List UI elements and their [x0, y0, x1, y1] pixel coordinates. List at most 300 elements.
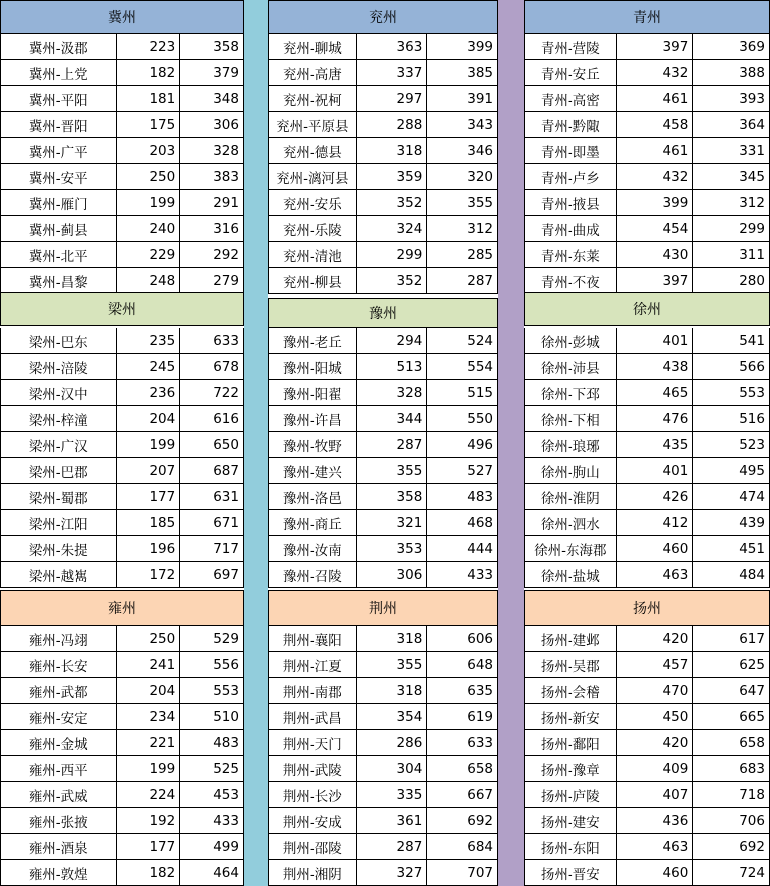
place-name-cell[interactable]: 兖州-祝柯: [269, 86, 357, 112]
place-name-cell[interactable]: 青州-高密: [525, 86, 617, 112]
value-a-cell[interactable]: 324: [357, 216, 428, 242]
value-b-cell[interactable]: 687: [180, 458, 244, 484]
table-row: [1, 756, 244, 782]
value-a-cell[interactable]: 432: [617, 60, 694, 86]
value-a-cell[interactable]: 234: [117, 704, 181, 730]
value-a-cell[interactable]: 397: [617, 34, 694, 60]
value-a-cell[interactable]: 432: [617, 164, 694, 190]
place-name-cell[interactable]: 青州-曲成: [525, 216, 617, 242]
table-row: [525, 328, 770, 354]
value-b-cell[interactable]: 718: [693, 782, 770, 808]
value-a-cell[interactable]: 450: [617, 704, 694, 730]
value-b-cell[interactable]: 722: [180, 380, 244, 406]
value-b-cell[interactable]: 355: [427, 190, 498, 216]
value-b-cell[interactable]: 433: [180, 808, 244, 834]
separator-teal: [244, 0, 268, 886]
value-a-cell[interactable]: 460: [617, 860, 694, 886]
value-a-cell[interactable]: 221: [117, 730, 181, 756]
value-b-cell[interactable]: 633: [427, 730, 498, 756]
value-b-cell[interactable]: 553: [180, 678, 244, 704]
value-a-cell[interactable]: 358: [357, 484, 428, 510]
value-b-cell[interactable]: 717: [180, 536, 244, 562]
place-name-cell[interactable]: 扬州-庐陵: [525, 782, 617, 808]
place-name-cell[interactable]: 青州-营陵: [525, 34, 617, 60]
place-name-cell[interactable]: 雍州-张掖: [1, 808, 117, 834]
value-a-cell[interactable]: 248: [117, 268, 181, 294]
place-name-cell[interactable]: 雍州-金城: [1, 730, 117, 756]
value-b-cell[interactable]: 393: [693, 86, 770, 112]
value-a-cell[interactable]: 359: [357, 164, 428, 190]
value-a-cell[interactable]: 412: [617, 510, 694, 536]
value-a-cell[interactable]: 192: [117, 808, 181, 834]
table-row: [525, 164, 770, 190]
place-name-cell[interactable]: 梁州-广汉: [1, 432, 117, 458]
value-a-cell[interactable]: 407: [617, 782, 694, 808]
value-b-cell[interactable]: 606: [427, 626, 498, 652]
value-b-cell[interactable]: 683: [693, 756, 770, 782]
place-name-cell[interactable]: 扬州-建邺: [525, 626, 617, 652]
place-name-cell[interactable]: 徐州-下相: [525, 406, 617, 432]
value-a-cell[interactable]: 457: [617, 652, 694, 678]
place-name-cell[interactable]: 豫州-牧野: [269, 432, 357, 458]
place-name-cell[interactable]: 雍州-冯翊: [1, 626, 117, 652]
value-a-cell[interactable]: 175: [117, 112, 181, 138]
value-a-cell[interactable]: 361: [357, 808, 428, 834]
place-name-cell[interactable]: 豫州-阳城: [269, 354, 357, 380]
place-name-cell[interactable]: 豫州-汝南: [269, 536, 357, 562]
value-a-cell[interactable]: 397: [617, 268, 694, 294]
value-a-cell[interactable]: 250: [117, 164, 181, 190]
place-name-cell[interactable]: 扬州-建安: [525, 808, 617, 834]
place-name-cell[interactable]: 梁州-汉中: [1, 380, 117, 406]
value-b-cell[interactable]: 346: [427, 138, 498, 164]
value-a-cell[interactable]: 460: [617, 536, 694, 562]
place-name-cell[interactable]: 冀州-广平: [1, 138, 117, 164]
value-a-cell[interactable]: 177: [117, 834, 181, 860]
value-b-cell[interactable]: 316: [180, 216, 244, 242]
table-row: [525, 406, 770, 432]
place-name-cell[interactable]: 冀州-安平: [1, 164, 117, 190]
value-b-cell[interactable]: 495: [693, 458, 770, 484]
value-b-cell[interactable]: 364: [693, 112, 770, 138]
value-a-cell[interactable]: 235: [117, 328, 181, 354]
value-b-cell[interactable]: 328: [180, 138, 244, 164]
value-a-cell[interactable]: 286: [357, 730, 428, 756]
value-a-cell[interactable]: 181: [117, 86, 181, 112]
place-name-cell[interactable]: 兖州-柳县: [269, 268, 357, 294]
place-name-cell[interactable]: 兖州-漓河县: [269, 164, 357, 190]
place-name-cell[interactable]: 豫州-召陵: [269, 562, 357, 588]
value-b-cell[interactable]: 474: [693, 484, 770, 510]
table-row: [269, 562, 498, 588]
place-name-cell[interactable]: 青州-卢乡: [525, 164, 617, 190]
place-name-cell[interactable]: 荆州-长沙: [269, 782, 357, 808]
place-name-cell[interactable]: 扬州-豫章: [525, 756, 617, 782]
value-b-cell[interactable]: 345: [693, 164, 770, 190]
value-b-cell[interactable]: 439: [693, 510, 770, 536]
value-b-cell[interactable]: 658: [427, 756, 498, 782]
value-a-cell[interactable]: 465: [617, 380, 694, 406]
place-name-cell[interactable]: 豫州-许昌: [269, 406, 357, 432]
place-name-cell[interactable]: 豫州-老丘: [269, 328, 357, 354]
value-b-cell[interactable]: 484: [693, 562, 770, 588]
value-b-cell[interactable]: 369: [693, 34, 770, 60]
value-b-cell[interactable]: 667: [427, 782, 498, 808]
value-a-cell[interactable]: 250: [117, 626, 181, 652]
table-row: [269, 138, 498, 164]
place-name-cell[interactable]: 梁州-梓潼: [1, 406, 117, 432]
value-b-cell[interactable]: 399: [427, 34, 498, 60]
place-name-cell[interactable]: 雍州-西平: [1, 756, 117, 782]
value-b-cell[interactable]: 706: [693, 808, 770, 834]
value-a-cell[interactable]: 304: [357, 756, 428, 782]
value-a-cell[interactable]: 245: [117, 354, 181, 380]
value-b-cell[interactable]: 665: [693, 704, 770, 730]
place-name-cell[interactable]: 荆州-邵陵: [269, 834, 357, 860]
value-a-cell[interactable]: 354: [357, 704, 428, 730]
value-a-cell[interactable]: 224: [117, 782, 181, 808]
value-b-cell[interactable]: 279: [180, 268, 244, 294]
region-header[interactable]: 梁州: [0, 292, 244, 326]
place-name-cell[interactable]: 荆州-武陵: [269, 756, 357, 782]
value-b-cell[interactable]: 510: [180, 704, 244, 730]
place-name-cell[interactable]: 兖州-乐陵: [269, 216, 357, 242]
value-b-cell[interactable]: 379: [180, 60, 244, 86]
value-b-cell[interactable]: 285: [427, 242, 498, 268]
value-a-cell[interactable]: 463: [617, 562, 694, 588]
table-row: [525, 704, 770, 730]
place-name-cell[interactable]: 雍州-安定: [1, 704, 117, 730]
value-a-cell[interactable]: 204: [117, 678, 181, 704]
value-a-cell[interactable]: 321: [357, 510, 428, 536]
value-b-cell[interactable]: 331: [693, 138, 770, 164]
value-b-cell[interactable]: 383: [180, 164, 244, 190]
place-name-cell[interactable]: 徐州-沛县: [525, 354, 617, 380]
value-b-cell[interactable]: 550: [427, 406, 498, 432]
value-a-cell[interactable]: 204: [117, 406, 181, 432]
value-a-cell[interactable]: 461: [617, 138, 694, 164]
value-a-cell[interactable]: 196: [117, 536, 181, 562]
value-a-cell[interactable]: 177: [117, 484, 181, 510]
place-name-cell[interactable]: 冀州-晋阳: [1, 112, 117, 138]
value-a-cell[interactable]: 199: [117, 190, 181, 216]
value-b-cell[interactable]: 541: [693, 328, 770, 354]
table-row: [1, 782, 244, 808]
place-name-cell[interactable]: 兖州-高唐: [269, 60, 357, 86]
place-name-cell[interactable]: 兖州-德县: [269, 138, 357, 164]
region-header[interactable]: 荆州: [268, 590, 498, 626]
place-name-cell[interactable]: 豫州-洛邑: [269, 484, 357, 510]
value-a-cell[interactable]: 337: [357, 60, 428, 86]
value-b-cell[interactable]: 692: [693, 834, 770, 860]
value-a-cell[interactable]: 513: [357, 354, 428, 380]
place-name-cell[interactable]: 兖州-平原县: [269, 112, 357, 138]
value-b-cell[interactable]: 358: [180, 34, 244, 60]
region-rows: [0, 34, 244, 294]
panel-2: [268, 0, 498, 886]
value-b-cell[interactable]: 464: [180, 860, 244, 886]
value-b-cell[interactable]: 391: [427, 86, 498, 112]
place-name-cell[interactable]: 扬州-会稽: [525, 678, 617, 704]
place-name-cell[interactable]: 徐州-泗水: [525, 510, 617, 536]
value-a-cell[interactable]: 199: [117, 432, 181, 458]
place-name-cell[interactable]: 徐州-淮阴: [525, 484, 617, 510]
place-name-cell[interactable]: 徐州-东海郡: [525, 536, 617, 562]
place-name-cell[interactable]: 青州-即墨: [525, 138, 617, 164]
value-a-cell[interactable]: 420: [617, 730, 694, 756]
place-name-cell[interactable]: 梁州-江阳: [1, 510, 117, 536]
place-name-cell[interactable]: 豫州-建兴: [269, 458, 357, 484]
value-a-cell[interactable]: 287: [357, 834, 428, 860]
value-a-cell[interactable]: 355: [357, 652, 428, 678]
value-a-cell[interactable]: 352: [357, 190, 428, 216]
place-name-cell[interactable]: 青州-掖县: [525, 190, 617, 216]
place-name-cell[interactable]: 荆州-襄阳: [269, 626, 357, 652]
value-b-cell[interactable]: 697: [180, 562, 244, 588]
value-a-cell[interactable]: 420: [617, 626, 694, 652]
value-a-cell[interactable]: 426: [617, 484, 694, 510]
place-name-cell[interactable]: 青州-东莱: [525, 242, 617, 268]
place-name-cell[interactable]: 徐州-彭城: [525, 328, 617, 354]
place-name-cell[interactable]: 梁州-巴东: [1, 328, 117, 354]
place-name-cell[interactable]: 豫州-商丘: [269, 510, 357, 536]
value-b-cell[interactable]: 499: [180, 834, 244, 860]
value-b-cell[interactable]: 647: [693, 678, 770, 704]
value-b-cell[interactable]: 619: [427, 704, 498, 730]
place-name-cell[interactable]: 荆州-湘阴: [269, 860, 357, 886]
table-row: [269, 756, 498, 782]
value-a-cell[interactable]: 182: [117, 60, 181, 86]
value-b-cell[interactable]: 468: [427, 510, 498, 536]
place-name-cell[interactable]: 雍州-酒泉: [1, 834, 117, 860]
value-b-cell[interactable]: 433: [427, 562, 498, 588]
value-a-cell[interactable]: 288: [357, 112, 428, 138]
region-header[interactable]: 兖州: [268, 0, 498, 34]
place-name-cell[interactable]: 荆州-安成: [269, 808, 357, 834]
value-a-cell[interactable]: 294: [357, 328, 428, 354]
place-name-cell[interactable]: 梁州-巴郡: [1, 458, 117, 484]
value-a-cell[interactable]: 306: [357, 562, 428, 588]
value-b-cell[interactable]: 343: [427, 112, 498, 138]
value-a-cell[interactable]: 430: [617, 242, 694, 268]
value-b-cell[interactable]: 451: [693, 536, 770, 562]
value-b-cell[interactable]: 312: [427, 216, 498, 242]
value-a-cell[interactable]: 436: [617, 808, 694, 834]
value-b-cell[interactable]: 453: [180, 782, 244, 808]
place-name-cell[interactable]: 徐州-朐山: [525, 458, 617, 484]
value-a-cell[interactable]: 409: [617, 756, 694, 782]
value-b-cell[interactable]: 515: [427, 380, 498, 406]
value-b-cell[interactable]: 483: [427, 484, 498, 510]
value-a-cell[interactable]: 299: [357, 242, 428, 268]
value-a-cell[interactable]: 203: [117, 138, 181, 164]
region-header[interactable]: 豫州: [268, 298, 498, 328]
place-name-cell[interactable]: 雍州-敦煌: [1, 860, 117, 886]
value-a-cell[interactable]: 454: [617, 216, 694, 242]
place-name-cell[interactable]: 扬州-东阳: [525, 834, 617, 860]
place-name-cell[interactable]: 扬州-晋安: [525, 860, 617, 886]
region-header[interactable]: 扬州: [524, 590, 770, 626]
place-name-cell[interactable]: 徐州-下邳: [525, 380, 617, 406]
value-b-cell[interactable]: 692: [427, 808, 498, 834]
value-a-cell[interactable]: 223: [117, 34, 181, 60]
value-b-cell[interactable]: 312: [693, 190, 770, 216]
value-b-cell[interactable]: 311: [693, 242, 770, 268]
table-row: [1, 730, 244, 756]
value-b-cell[interactable]: 556: [180, 652, 244, 678]
value-a-cell[interactable]: 335: [357, 782, 428, 808]
place-name-cell[interactable]: 徐州-琅琊: [525, 432, 617, 458]
value-a-cell[interactable]: 229: [117, 242, 181, 268]
value-b-cell[interactable]: 385: [427, 60, 498, 86]
value-a-cell[interactable]: 207: [117, 458, 181, 484]
place-name-cell[interactable]: 梁州-涪陵: [1, 354, 117, 380]
value-b-cell[interactable]: 444: [427, 536, 498, 562]
value-b-cell[interactable]: 631: [180, 484, 244, 510]
place-name-cell[interactable]: 青州-安丘: [525, 60, 617, 86]
place-name-cell[interactable]: 雍州-长安: [1, 652, 117, 678]
value-b-cell[interactable]: 527: [427, 458, 498, 484]
region-header[interactable]: 冀州: [0, 0, 244, 34]
table-row: [1, 328, 244, 354]
place-name-cell[interactable]: 冀州-雁门: [1, 190, 117, 216]
place-name-cell[interactable]: 兖州-清池: [269, 242, 357, 268]
place-name-cell[interactable]: 扬州-鄱阳: [525, 730, 617, 756]
value-b-cell[interactable]: 617: [693, 626, 770, 652]
table-row: [269, 34, 498, 60]
value-a-cell[interactable]: 327: [357, 860, 428, 886]
value-b-cell[interactable]: 524: [427, 328, 498, 354]
value-a-cell[interactable]: 182: [117, 860, 181, 886]
value-a-cell[interactable]: 353: [357, 536, 428, 562]
value-b-cell[interactable]: 525: [180, 756, 244, 782]
value-a-cell[interactable]: 363: [357, 34, 428, 60]
value-b-cell[interactable]: 650: [180, 432, 244, 458]
value-a-cell[interactable]: 344: [357, 406, 428, 432]
region-header[interactable]: 徐州: [524, 292, 770, 326]
place-name-cell[interactable]: 扬州-吴郡: [525, 652, 617, 678]
value-a-cell[interactable]: 458: [617, 112, 694, 138]
value-b-cell[interactable]: 684: [427, 834, 498, 860]
value-b-cell[interactable]: 635: [427, 678, 498, 704]
value-b-cell[interactable]: 554: [427, 354, 498, 380]
value-b-cell[interactable]: 724: [693, 860, 770, 886]
value-b-cell[interactable]: 496: [427, 432, 498, 458]
value-b-cell[interactable]: 658: [693, 730, 770, 756]
value-b-cell[interactable]: 678: [180, 354, 244, 380]
place-name-cell[interactable]: 冀州-蓟县: [1, 216, 117, 242]
region-rows: [0, 626, 244, 886]
value-a-cell[interactable]: 355: [357, 458, 428, 484]
value-b-cell[interactable]: 516: [693, 406, 770, 432]
value-b-cell[interactable]: 348: [180, 86, 244, 112]
place-name-cell[interactable]: 梁州-越嶲: [1, 562, 117, 588]
value-b-cell[interactable]: 483: [180, 730, 244, 756]
place-name-cell[interactable]: 冀州-汲郡: [1, 34, 117, 60]
value-b-cell[interactable]: 553: [693, 380, 770, 406]
place-name-cell[interactable]: 荆州-武昌: [269, 704, 357, 730]
value-b-cell[interactable]: 616: [180, 406, 244, 432]
place-name-cell[interactable]: 冀州-昌黎: [1, 268, 117, 294]
value-a-cell[interactable]: 461: [617, 86, 694, 112]
value-a-cell[interactable]: 241: [117, 652, 181, 678]
value-a-cell[interactable]: 318: [357, 678, 428, 704]
value-b-cell[interactable]: 320: [427, 164, 498, 190]
table-row: [1, 704, 244, 730]
value-a-cell[interactable]: 318: [357, 138, 428, 164]
region-rows: [0, 328, 244, 588]
value-a-cell[interactable]: 476: [617, 406, 694, 432]
value-a-cell[interactable]: 401: [617, 328, 694, 354]
value-a-cell[interactable]: 318: [357, 626, 428, 652]
table-row: [525, 34, 770, 60]
place-name-cell[interactable]: 梁州-蜀郡: [1, 484, 117, 510]
place-name-cell[interactable]: 豫州-阳翟: [269, 380, 357, 406]
value-a-cell[interactable]: 352: [357, 268, 428, 294]
place-name-cell[interactable]: 兖州-聊城: [269, 34, 357, 60]
place-name-cell[interactable]: 雍州-武都: [1, 678, 117, 704]
place-name-cell[interactable]: 徐州-盐城: [525, 562, 617, 588]
value-a-cell[interactable]: 240: [117, 216, 181, 242]
value-a-cell[interactable]: 297: [357, 86, 428, 112]
value-a-cell[interactable]: 328: [357, 380, 428, 406]
place-name-cell[interactable]: 梁州-朱提: [1, 536, 117, 562]
place-name-cell[interactable]: 荆州-南郡: [269, 678, 357, 704]
region-header[interactable]: 青州: [524, 0, 770, 34]
value-a-cell[interactable]: 401: [617, 458, 694, 484]
value-a-cell[interactable]: 435: [617, 432, 694, 458]
place-name-cell[interactable]: 青州-黔陬: [525, 112, 617, 138]
value-b-cell[interactable]: 566: [693, 354, 770, 380]
value-a-cell[interactable]: 199: [117, 756, 181, 782]
value-a-cell[interactable]: 399: [617, 190, 694, 216]
value-b-cell[interactable]: 648: [427, 652, 498, 678]
value-b-cell[interactable]: 633: [180, 328, 244, 354]
value-a-cell[interactable]: 438: [617, 354, 694, 380]
table-row: [1, 484, 244, 510]
value-b-cell[interactable]: 292: [180, 242, 244, 268]
value-a-cell[interactable]: 463: [617, 834, 694, 860]
value-b-cell[interactable]: 287: [427, 268, 498, 294]
value-b-cell[interactable]: 671: [180, 510, 244, 536]
place-name-cell[interactable]: 荆州-江夏: [269, 652, 357, 678]
place-name-cell[interactable]: 荆州-天门: [269, 730, 357, 756]
value-b-cell[interactable]: 299: [693, 216, 770, 242]
value-b-cell[interactable]: 529: [180, 626, 244, 652]
place-name-cell[interactable]: 雍州-武威: [1, 782, 117, 808]
value-b-cell[interactable]: 291: [180, 190, 244, 216]
value-a-cell[interactable]: 185: [117, 510, 181, 536]
place-name-cell[interactable]: 冀州-北平: [1, 242, 117, 268]
place-name-cell[interactable]: 扬州-新安: [525, 704, 617, 730]
place-name-cell[interactable]: 兖州-安乐: [269, 190, 357, 216]
region-header[interactable]: 雍州: [0, 590, 244, 626]
table-row: [1, 860, 244, 886]
value-b-cell[interactable]: 306: [180, 112, 244, 138]
value-a-cell[interactable]: 287: [357, 432, 428, 458]
place-name-cell[interactable]: 冀州-上党: [1, 60, 117, 86]
place-name-cell[interactable]: 冀州-平阳: [1, 86, 117, 112]
value-b-cell[interactable]: 388: [693, 60, 770, 86]
value-b-cell[interactable]: 707: [427, 860, 498, 886]
value-b-cell[interactable]: 625: [693, 652, 770, 678]
value-a-cell[interactable]: 172: [117, 562, 181, 588]
value-a-cell[interactable]: 236: [117, 380, 181, 406]
place-name-cell[interactable]: 青州-不夜: [525, 268, 617, 294]
value-b-cell[interactable]: 280: [693, 268, 770, 294]
value-a-cell[interactable]: 470: [617, 678, 694, 704]
value-b-cell[interactable]: 523: [693, 432, 770, 458]
